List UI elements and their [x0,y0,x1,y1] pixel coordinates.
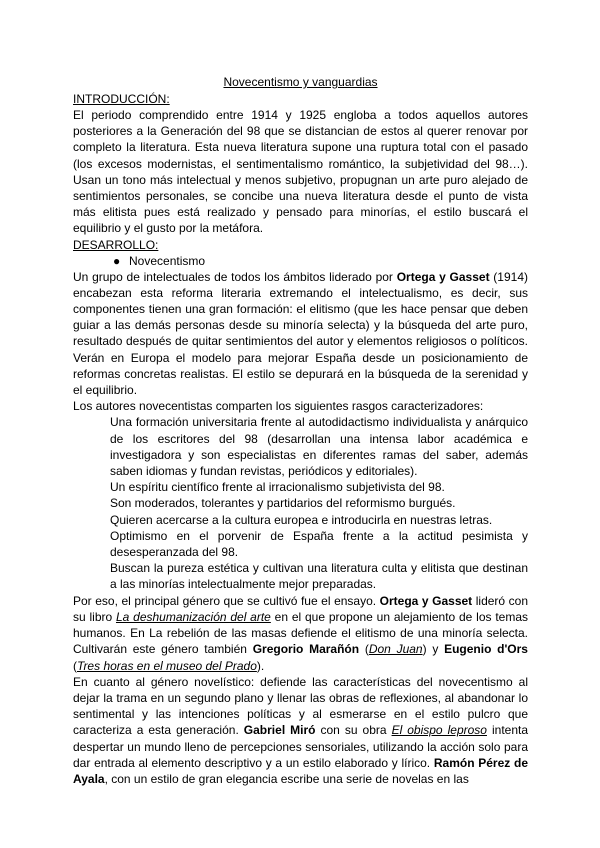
author-name: Ortega y Gasset [396,269,490,284]
trait-item: Son moderados, tolerantes y partidarios del reformismo burgués. [110,496,456,511]
book-title: Don Juan [368,642,423,657]
bullet-dot-icon: ● [113,253,121,268]
document-page [73,74,528,787]
author-name: Ramón Pérez de Ayala [73,755,528,786]
trait-item: Quieren acercarse a la cultura europea e introducirla en nuestras letras. [110,512,493,527]
trait-item: Un espíritu científico frente al irracionalismo subjetivista del 98. [110,480,445,495]
trait-item: Buscan la pureza estética y cultivan una literatura culta y elitista que destinan a las minorías intelectualmente mejor preparadas. [110,561,528,592]
traits-intro: Los autores novecentistas comparten los siguientes rasgos caracterizadores: [73,399,484,414]
trait-item: Una formación universitaria frente al autodidactismo individualista y anárquico de los escritores del 98 (desarrollan una intensa labor académica e investigadora y son especialistas en diferentes ramas del saber, además saben idiomas y fundan revistas, periódicos y editoriales). [110,415,528,479]
development-heading: DESARROLLO: [73,237,159,252]
intro-heading: INTRODUCCIÓN: [73,92,170,106]
author-name: Ortega y Gasset [379,593,473,608]
document-title: Novecentismo y vanguardias [223,75,378,89]
book-title: El obispo leproso [391,723,487,738]
bullet-item [73,253,528,269]
author-name: Eugenio d'Ors [444,642,528,657]
author-name: Gregorio Marañón [252,642,360,657]
traits-list [73,414,528,592]
essay-paragraph: Por eso, el principal género que se cultivó fue el ensayo. Ortega y Gasset lideró con su libro La deshumanización del arte en el que propone un alejamiento de los temas humanos. En La rebelión de las masas defiende el elitismo de una minoría selecta. Cultivarán este género también Gregorio Marañón (Don Juan) y Eugenio d'Ors (Tres horas en el museo del Prado). [73,593,528,673]
novel-paragraph: En cuanto al género novelístico: defiende las características del novecentismo al dejar la trama en un segundo plano y llenar las obras de reflexiones, al abandonar lo sentimental y las intenciones políticas y al esmerarse en el estilo pulcro que caracteriza a esta generación. Gabriel Miró con su obra El obispo leproso intenta despertar un mundo lleno de percepciones sensoriales, utilizando la acción solo para dar entrada al elemento descriptivo y a un estilo elaborado y lírico. Ramón Pérez de Ayala, con un estilo de gran elegancia escribe una serie de novelas en las [73,674,529,786]
book-title: Tres horas en el museo del Prado [77,658,257,673]
author-name: Gabriel Miró [243,723,316,738]
book-title: La deshumanización del arte [115,609,271,624]
novecentismo-paragraph: Un grupo de intelectuales de todos los ámbitos liderado por Ortega y Gasset (1914) encabezan esta reforma literaria extremando el intelectualismo, es decir, sus componentes tienen una gran formación: el elitismo (que les hace pensar que deben guiar a las demás personas desde su minoría selecta) y la búsqueda del arte puro, resultado después de quitar sentimientos del autor y elementos religiosos o políticos. Verán en Europa el modelo para mejorar España desde un posicionamiento de reformas concretas realistas. El estilo se depurará en la búsqueda de la serenidad y el equilibrio. [73,269,528,398]
trait-item: Optimismo en el porvenir de España frente a la actitud pesimista y desesperanzada del 98. [110,528,528,560]
bullet-label: Novecentismo [129,253,206,268]
intro-paragraph: El periodo comprendido entre 1914 y 1925 engloba a todos aquellos autores posteriores a la Generación del 98 que se distancian de estos al querer renovar por completo la literatura. Esta nueva literatura supone una ruptura total con el pasado (los excesos modernistas, el sentimentalismo romántico, la subjetividad del 98…). Usan un tono más intelectual y menos subjetivo, propugnan un arte puro alejado de sentimientos personales, se concibe una nueva literatura desde el punto de vista más elitista pues está realizado y pensado para minorías, el estilo buscará el equilibrio y el gusto por la metáfora. [73,108,528,236]
